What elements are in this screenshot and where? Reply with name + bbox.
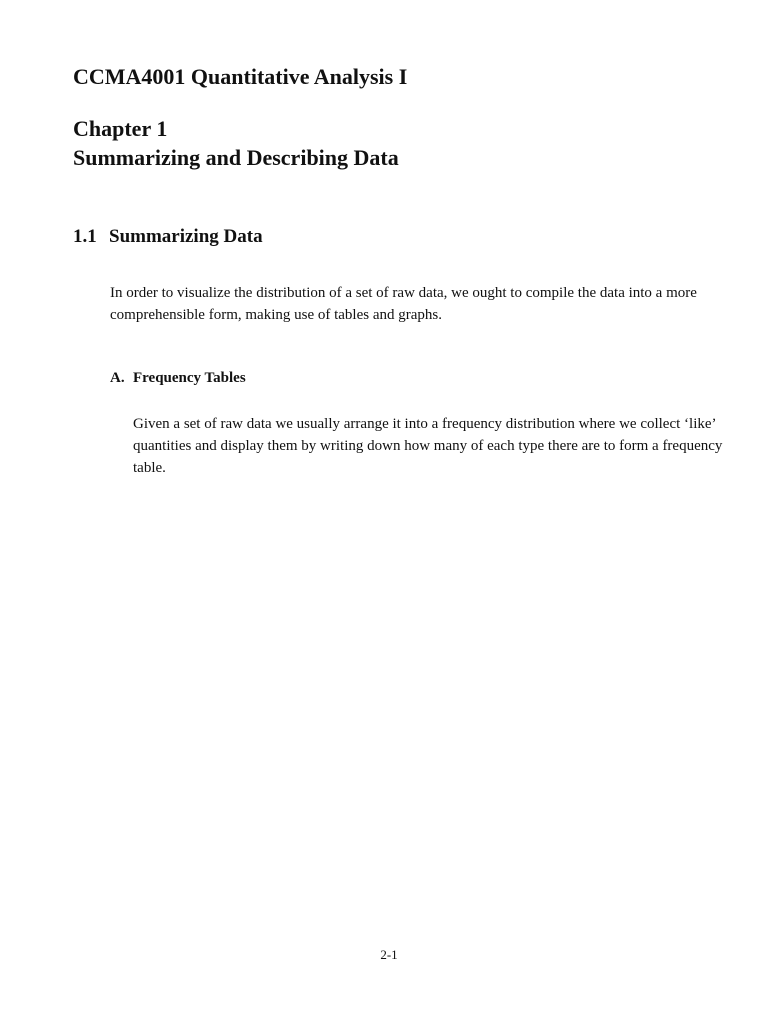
subsection-paragraph: Given a set of raw data we usually arrange it into a frequency distribution where we collect ‘like’ quantities and display them by writing down how many of each type there are to form a frequency table. [133, 416, 723, 476]
section-title: Summarizing Data [109, 226, 263, 247]
subsection-letter: A. [110, 370, 125, 386]
course-title: CCMA4001 Quantitative Analysis I [73, 64, 408, 89]
page-number: 2-1 [380, 947, 398, 962]
subsection-heading [110, 370, 246, 387]
section-number: 1.1 [73, 226, 97, 247]
subsection-title: Frequency Tables [133, 370, 246, 386]
section-paragraph: In order to visualize the distribution of a set of raw data, we ought to compile the data into a more comprehensible form, making use of tables and graphs. [110, 285, 697, 323]
section-heading [73, 226, 263, 248]
chapter-number: Chapter 1 [73, 116, 168, 141]
chapter-title: Summarizing and Describing Data [73, 145, 399, 170]
